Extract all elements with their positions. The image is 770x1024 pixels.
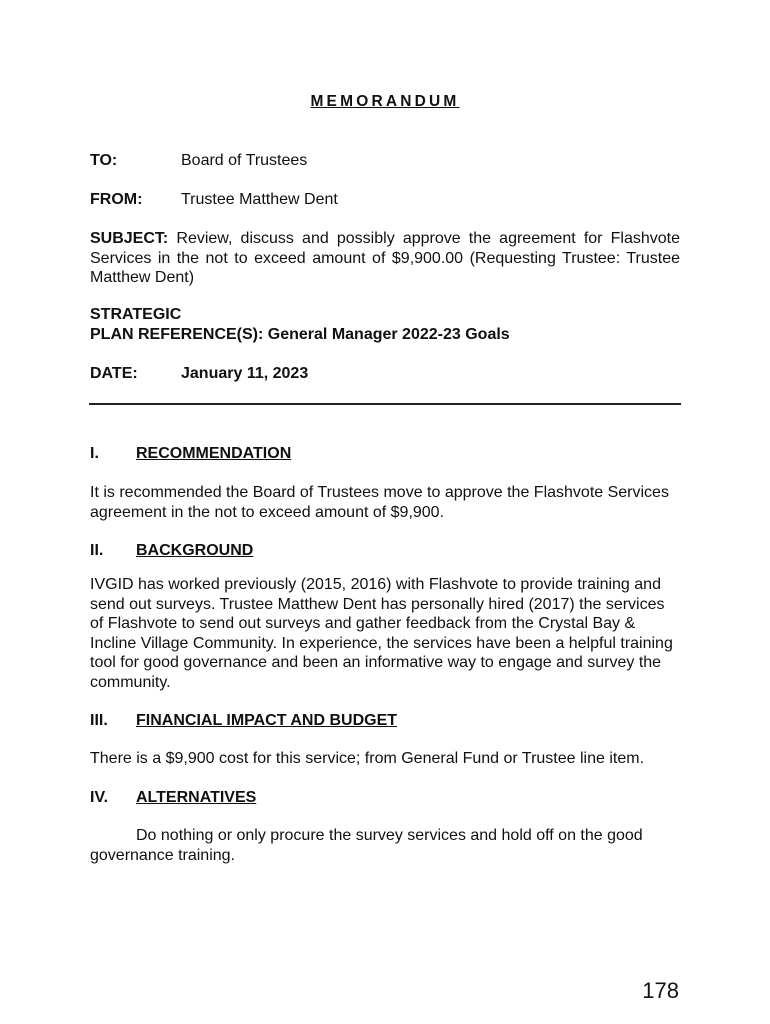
header-divider: [89, 403, 681, 405]
date-value: January 11, 2023: [181, 365, 309, 382]
to-line: [90, 151, 307, 171]
from-line: [90, 190, 338, 210]
section-title: RECOMMENDATION: [136, 445, 292, 462]
section-number: I.: [90, 445, 99, 462]
subject-block: [90, 229, 680, 288]
from-value: Trustee Matthew Dent: [181, 191, 338, 208]
section-body-background: IVGID has worked previously (2015, 2016) with Flashvote to provide training and send out surveys. Trustee Matthew Dent has personally hired (2017) the services of Flashvote to send out surveys and gather feedback from the Crystal Bay & Incline Village Community. In experience, the services have been a helpful training tool for good governance and been an informative way to engage and survey the community.: [90, 576, 673, 691]
strategic-label: STRATEGIC: [90, 306, 182, 323]
plan-reference: PLAN REFERENCE(S): General Manager 2022-23 Goals: [90, 326, 510, 343]
page-number: 178: [642, 978, 679, 1003]
section-number: III.: [90, 712, 108, 729]
subject-value: Review, discuss and possibly approve the agreement for Flashvote Services in the not to exceed amount of $9,900.00 (Requesting Trustee: Trustee Matthew Dent): [90, 230, 681, 287]
section-number: IV.: [90, 789, 109, 806]
section-body-recommendation: It is recommended the Board of Trustees move to approve the Flashvote Services agreement in the not to exceed amount of $9,900.: [90, 484, 669, 521]
from-label: FROM:: [90, 191, 143, 208]
date-line: [90, 364, 308, 384]
section-title: ALTERNATIVES: [136, 789, 257, 806]
section-heading-financial-impact: [90, 711, 397, 731]
section-body-alternatives: Do nothing or only procure the survey services and hold off on the good governance training.: [90, 827, 643, 864]
section-number: II.: [90, 542, 104, 559]
to-value: Board of Trustees: [181, 152, 308, 169]
section-title: BACKGROUND: [136, 542, 254, 559]
memo-title: MEMORANDUM: [310, 93, 460, 110]
section-title: FINANCIAL IMPACT AND BUDGET: [136, 712, 398, 729]
section-heading-recommendation: [90, 444, 291, 464]
section-body-financial-impact: There is a $9,900 cost for this service; from General Fund or Trustee line item.: [90, 750, 645, 767]
section-heading-alternatives: [90, 788, 256, 808]
subject-label: SUBJECT:: [90, 230, 169, 247]
date-label: DATE:: [90, 365, 138, 382]
section-heading-background: [90, 541, 253, 561]
to-label: TO:: [90, 152, 118, 169]
